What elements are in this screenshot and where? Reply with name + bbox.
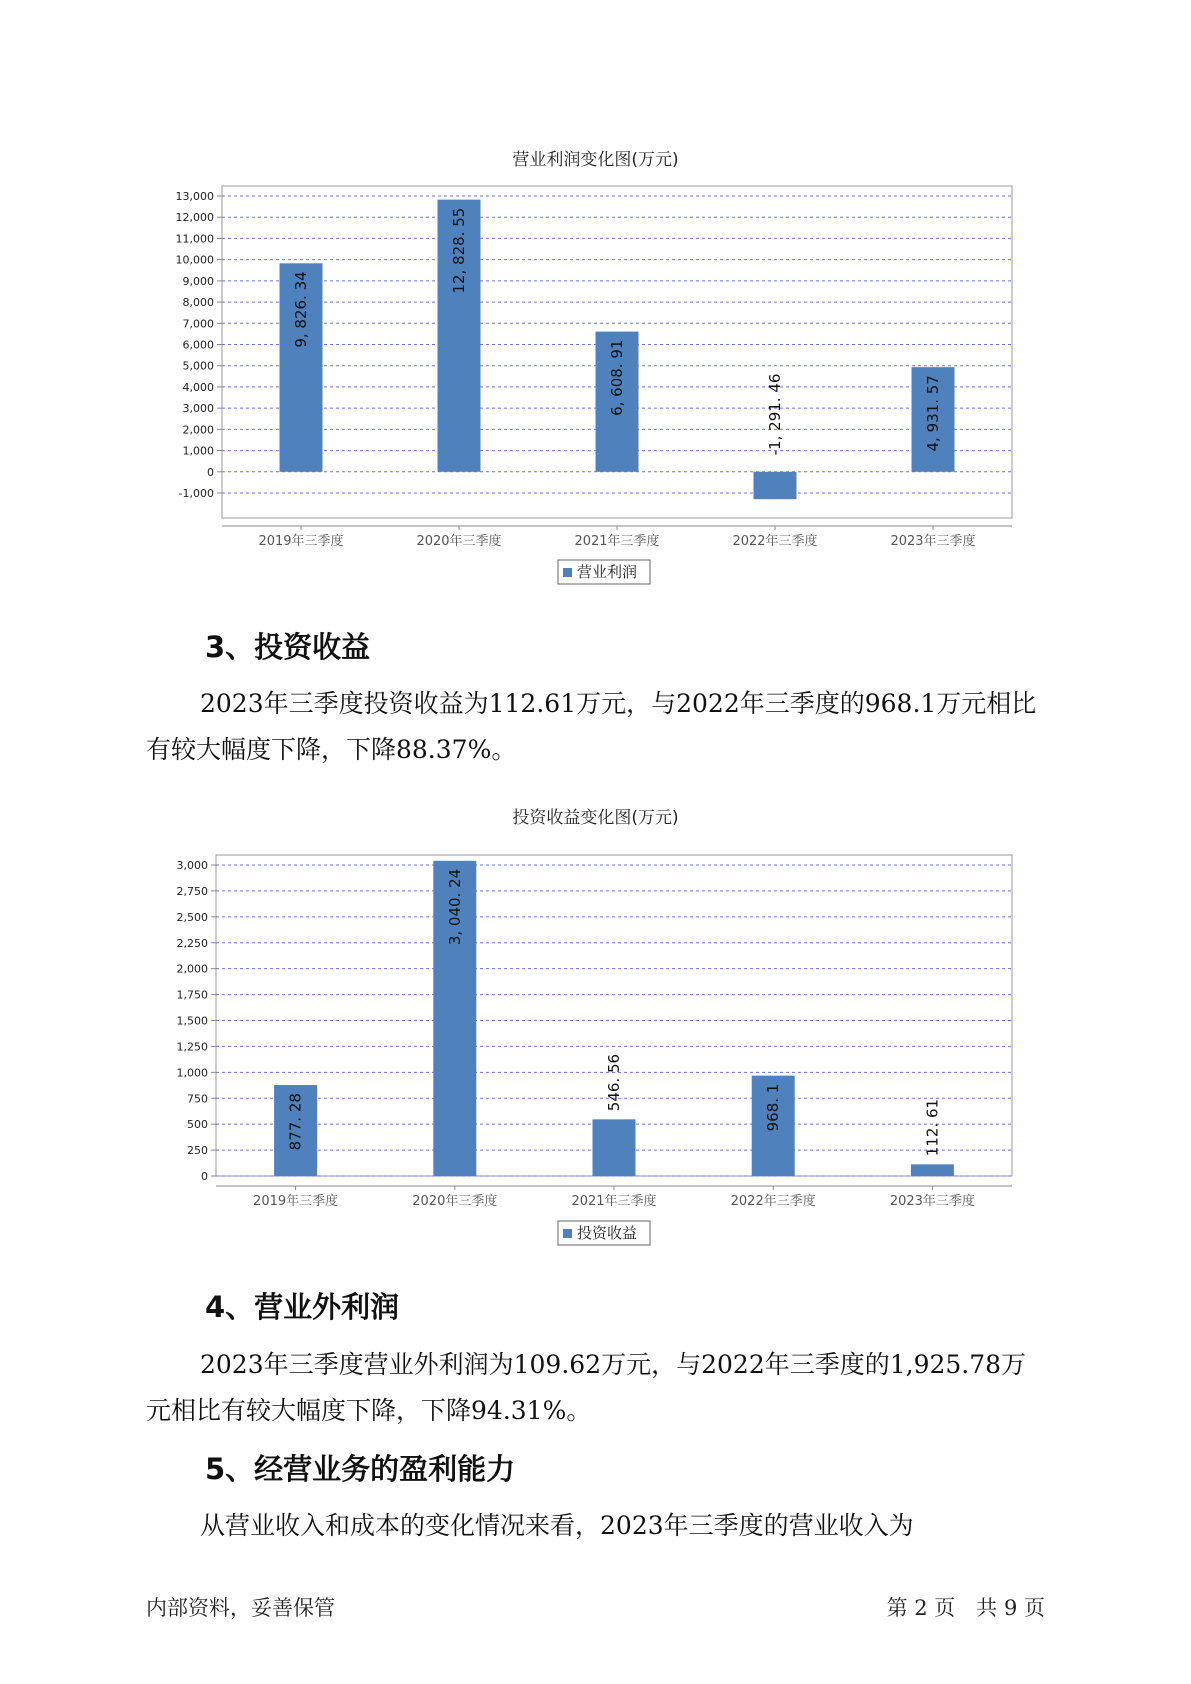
x-tick-label: 2021年三季度 — [571, 1194, 657, 1209]
data-label: 6, 608. 91 — [608, 339, 626, 416]
chart-1-title: 营业利润变化图(万元) — [512, 150, 679, 170]
y-tick-label: 4,000 — [182, 380, 214, 394]
y-tick-label: 1,000 — [176, 1066, 208, 1080]
paragraph-investment: 2023年三季度投资收益为112.61万元，与2022年三季度的968.1万元相比有较大幅度下降，下降88.37%。 — [146, 689, 1037, 764]
data-label: 877. 28 — [286, 1093, 305, 1151]
paragraph-profitability: 从营业收入和成本的变化情况来看，2023年三季度的营业收入为 — [200, 1511, 914, 1540]
legend-label: 投资收益 — [577, 1224, 638, 1242]
y-tick-label: 500 — [187, 1118, 208, 1132]
legend-swatch — [563, 1229, 572, 1238]
y-tick-label: 2,000 — [182, 423, 214, 437]
x-tick-label: 2021年三季度 — [574, 534, 660, 549]
data-label: 112. 61 — [923, 1098, 942, 1157]
y-tick-label: 1,500 — [176, 1014, 208, 1028]
y-tick-label: 750 — [187, 1092, 208, 1106]
y-tick-label: 0 — [207, 465, 214, 479]
y-tick-label: 10,000 — [175, 253, 214, 267]
section-heading-non-operating: 4、营业外利润 — [205, 1290, 400, 1324]
legend-label: 营业利润 — [577, 563, 638, 581]
y-tick-label: 8,000 — [182, 296, 214, 310]
bar — [911, 1164, 954, 1176]
data-label: 3, 040. 24 — [445, 868, 464, 946]
data-label: 4, 931. 57 — [924, 375, 942, 452]
data-label: 546. 56 — [605, 1053, 623, 1112]
y-tick-label: 2,750 — [176, 884, 208, 898]
data-label: 9, 826. 34 — [292, 271, 310, 348]
x-tick-label: 2019年三季度 — [258, 534, 344, 549]
y-tick-label: 2,000 — [176, 962, 208, 976]
x-tick-label: 2023年三季度 — [890, 534, 976, 549]
y-tick-label: 7,000 — [182, 317, 214, 331]
x-tick-label: 2022年三季度 — [730, 1194, 816, 1209]
y-tick-label: 1,750 — [176, 988, 208, 1002]
y-tick-label: -1,000 — [178, 487, 214, 500]
y-tick-label: 2,250 — [176, 936, 208, 950]
y-tick-label: 1,250 — [176, 1040, 208, 1054]
section-heading-investment: 3、投资收益 — [205, 630, 371, 664]
y-tick-label: 250 — [187, 1144, 208, 1158]
x-tick-label: 2020年三季度 — [416, 534, 502, 549]
y-tick-label: 5,000 — [182, 359, 214, 373]
y-tick-label: 13,000 — [175, 190, 214, 203]
y-tick-label: 6,000 — [182, 338, 214, 352]
data-label: 12, 828. 55 — [450, 207, 468, 294]
y-tick-label: 3,000 — [182, 402, 214, 416]
data-label: -1, 291. 46 — [766, 373, 784, 456]
x-tick-label: 2020年三季度 — [412, 1194, 498, 1209]
x-tick-label: 2023年三季度 — [889, 1194, 975, 1209]
x-tick-label: 2022年三季度 — [732, 534, 818, 549]
bar — [593, 1119, 636, 1176]
y-tick-label: 12,000 — [175, 211, 214, 225]
chart-2-title: 投资收益变化图(万元) — [512, 808, 679, 828]
x-tick-label: 2019年三季度 — [253, 1194, 339, 1209]
y-tick-label: 1,000 — [182, 444, 214, 458]
y-tick-label: 2,500 — [176, 910, 208, 924]
y-tick-label: 11,000 — [175, 232, 214, 246]
section-heading-profitability: 5、经营业务的盈利能力 — [205, 1452, 516, 1486]
data-label: 968. 1 — [764, 1083, 783, 1132]
footer-confidential: 内部资料，妥善保管 — [146, 1596, 335, 1620]
footer-page-number: 第 2 页 共 9 页 — [886, 1596, 1045, 1620]
paragraph-non-operating: 2023年三季度营业外利润为109.62万元，与2022年三季度的1,925.78万元相比有较大幅度下降，下降94.31%。 — [146, 1350, 1027, 1425]
y-tick-label: 0 — [201, 1170, 208, 1183]
y-tick-label: 9,000 — [182, 274, 214, 288]
y-tick-label: 3,000 — [176, 859, 208, 872]
